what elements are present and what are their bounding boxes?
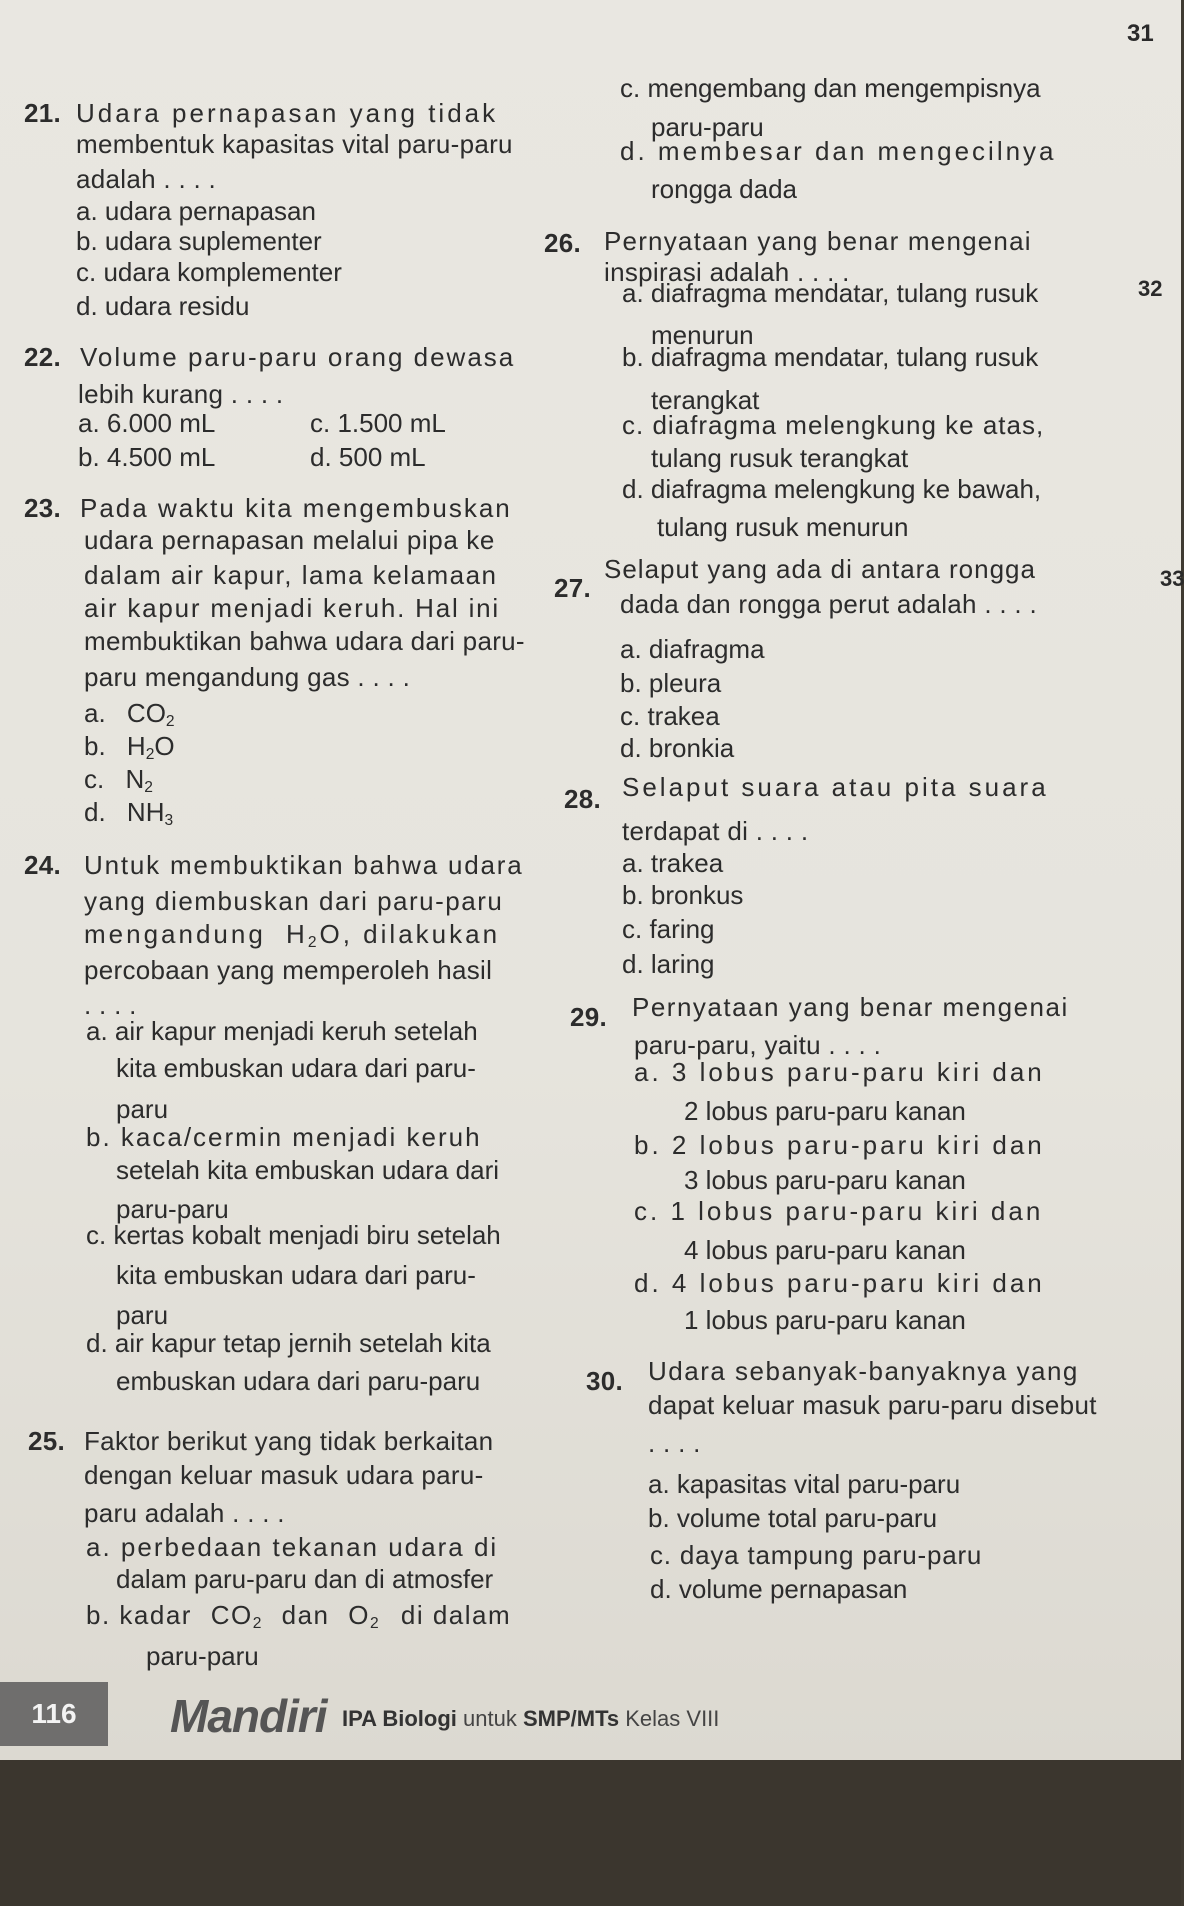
question-line: Faktor berikut yang tidak berkaitan — [84, 1426, 494, 1456]
option-c-continued: c. mengembang dan mengempisnya — [620, 73, 1041, 103]
question-number: 28. — [564, 784, 602, 814]
question-line: air kapur menjadi keruh. Hal ini — [84, 593, 500, 623]
option-a: a. kapasitas vital paru-paru — [648, 1469, 961, 1499]
option-line: paru-paru — [146, 1641, 259, 1671]
question-line: Pernyataan yang benar mengenai — [604, 226, 1032, 256]
question-line: Untuk membuktikan bahwa udara — [84, 850, 524, 880]
question-number: 23. — [24, 493, 62, 523]
option-c: c. 1.500 mL — [310, 408, 446, 438]
footer-brand: Mandiri — [170, 1690, 327, 1742]
question-line: paru mengandung gas . . . . — [84, 662, 411, 692]
option-d: d. $NH_3$ — [84, 797, 174, 829]
option-c: c. 1 lobus paru-paru kiri dan — [634, 1196, 1044, 1226]
question-line: Udara pernapasan yang tidak — [76, 98, 499, 128]
option-b: b. volume total paru-paru — [648, 1503, 938, 1533]
question-line: Pernyataan yang benar mengenai — [632, 992, 1069, 1022]
question-line: Selaput yang ada di antara rongga — [604, 554, 1036, 584]
option-a: a. diafragma mendatar, tulang rusuk — [622, 278, 1039, 308]
question-line: terdapat di . . . . — [622, 816, 809, 846]
option-line: setelah kita embuskan udara dari — [116, 1155, 500, 1185]
option-a: a. udara pernapasan — [76, 196, 316, 226]
side-mark-33: 33 — [1160, 566, 1184, 591]
option-c: c. udara komplementer — [76, 257, 342, 287]
question-line: inspirasi adalah . . . . — [604, 257, 850, 287]
question-line: Udara sebanyak-banyaknya yang — [648, 1356, 1079, 1386]
option-line: menurun — [651, 320, 754, 350]
option-a: a. trakea — [622, 848, 724, 878]
option-a: a. 3 lobus paru-paru kiri dan — [634, 1057, 1045, 1087]
option-line: terangkat — [651, 385, 760, 415]
corner-page-number: 31 — [1127, 20, 1154, 47]
option-c: c. $N_2$ — [84, 764, 153, 796]
option-line: kita embuskan udara dari paru- — [116, 1053, 476, 1083]
option-c: c. daya tampung paru-paru — [650, 1540, 983, 1570]
question-number: 21. — [24, 98, 62, 128]
option-a: a. 6.000 mL — [78, 408, 216, 438]
question-number: 24. — [24, 850, 62, 880]
option-b: b. $H_2O$ — [84, 731, 175, 763]
option-line: paru-paru — [651, 112, 764, 142]
option-b: b. kadar $CO_2$ dan $O_2$ di dalam — [86, 1600, 512, 1632]
option-c: c. kertas kobalt menjadi biru setelah — [86, 1220, 501, 1250]
question-line: Volume paru-paru orang dewasa — [80, 342, 516, 372]
option-a: a. $CO_2$ — [84, 698, 175, 730]
question-number: 29. — [570, 1002, 608, 1032]
question-line: udara pernapasan melalui pipa ke — [84, 525, 495, 555]
question-line: paru-paru, yaitu . . . . — [634, 1030, 882, 1060]
option-b: b. pleura — [620, 668, 722, 698]
question-line: paru adalah . . . . — [84, 1498, 285, 1528]
question-line: . . . . — [84, 990, 137, 1020]
question-number: 25. — [28, 1426, 66, 1456]
option-line: tulang rusuk menurun — [657, 512, 909, 542]
question-line: yang diembuskan dari paru-paru — [84, 886, 504, 916]
option-d: d. udara residu — [76, 291, 250, 321]
question-line: dada dan rongga perut adalah . . . . — [620, 589, 1037, 619]
background-surface — [0, 1760, 1181, 1906]
option-c: c. faring — [622, 914, 715, 944]
question-line: percobaan yang memperoleh hasil — [84, 955, 493, 985]
option-d: d. volume pernapasan — [650, 1574, 908, 1604]
option-line: 4 lobus paru-paru kanan — [684, 1235, 966, 1265]
question-number: 26. — [544, 228, 582, 258]
option-a: a. air kapur menjadi keruh setelah — [86, 1016, 478, 1046]
option-line: paru — [116, 1094, 169, 1124]
option-b: b. bronkus — [622, 880, 744, 910]
option-line: 2 lobus paru-paru kanan — [684, 1096, 966, 1126]
option-line: dalam paru-paru dan di atmosfer — [116, 1564, 494, 1594]
question-line: mengandung $H_2O$, dilakukan — [84, 919, 501, 951]
question-line: adalah . . . . — [76, 164, 217, 194]
option-line: kita embuskan udara dari paru- — [116, 1260, 476, 1290]
option-line: paru-paru — [116, 1194, 229, 1224]
question-line: dalam air kapur, lama kelamaan — [84, 560, 498, 590]
question-line: Selaput suara atau pita suara — [622, 772, 1049, 802]
option-line: 3 lobus paru-paru kanan — [684, 1165, 966, 1195]
option-line: paru — [116, 1300, 169, 1330]
question-number: 27. — [554, 573, 592, 603]
question-line: . . . . — [648, 1428, 701, 1458]
option-a: a. perbedaan tekanan udara di — [86, 1532, 499, 1562]
footer-page-number: 116 — [0, 1682, 108, 1746]
question-line: membentuk kapasitas vital paru-paru — [76, 129, 513, 159]
option-d: d. diafragma melengkung ke bawah, — [622, 474, 1042, 504]
question-number: 22. — [24, 342, 62, 372]
option-d: d. 500 mL — [310, 442, 426, 472]
option-c: c. trakea — [620, 701, 720, 731]
option-d: d. bronkia — [620, 733, 735, 763]
option-d: d. laring — [622, 949, 715, 979]
option-b: b. 4.500 mL — [78, 442, 216, 472]
option-line: 1 lobus paru-paru kanan — [684, 1305, 966, 1335]
side-mark-32: 32 — [1138, 276, 1163, 301]
question-line: membuktikan bahwa udara dari paru- — [84, 626, 525, 656]
option-c: c. diafragma melengkung ke atas, — [622, 410, 1045, 440]
option-b: b. kaca/cermin menjadi keruh — [86, 1122, 482, 1152]
option-line: embuskan udara dari paru-paru — [116, 1366, 481, 1396]
question-line: dengan keluar masuk udara paru- — [84, 1460, 484, 1490]
question-line: dapat keluar masuk paru-paru disebut — [648, 1390, 1097, 1420]
option-d: d. air kapur tetap jernih setelah kita — [86, 1328, 491, 1358]
option-b: b. diafragma mendatar, tulang rusuk — [622, 342, 1039, 372]
question-line: lebih kurang . . . . — [78, 379, 284, 409]
option-line: rongga dada — [651, 174, 798, 204]
question-number: 30. — [586, 1366, 624, 1396]
option-b: b. udara suplementer — [76, 226, 322, 256]
option-b: b. 2 lobus paru-paru kiri dan — [634, 1130, 1045, 1160]
option-d-continued: d. membesar dan mengecilnya — [620, 136, 1057, 166]
footer-subtitle: IPA Biologi untuk SMP/MTs Kelas VIII — [342, 1706, 720, 1731]
option-line: tulang rusuk terangkat — [651, 443, 909, 473]
question-line: Pada waktu kita mengembuskan — [80, 493, 512, 523]
option-d: d. 4 lobus paru-paru kiri dan — [634, 1268, 1045, 1298]
option-a: a. diafragma — [620, 634, 765, 664]
